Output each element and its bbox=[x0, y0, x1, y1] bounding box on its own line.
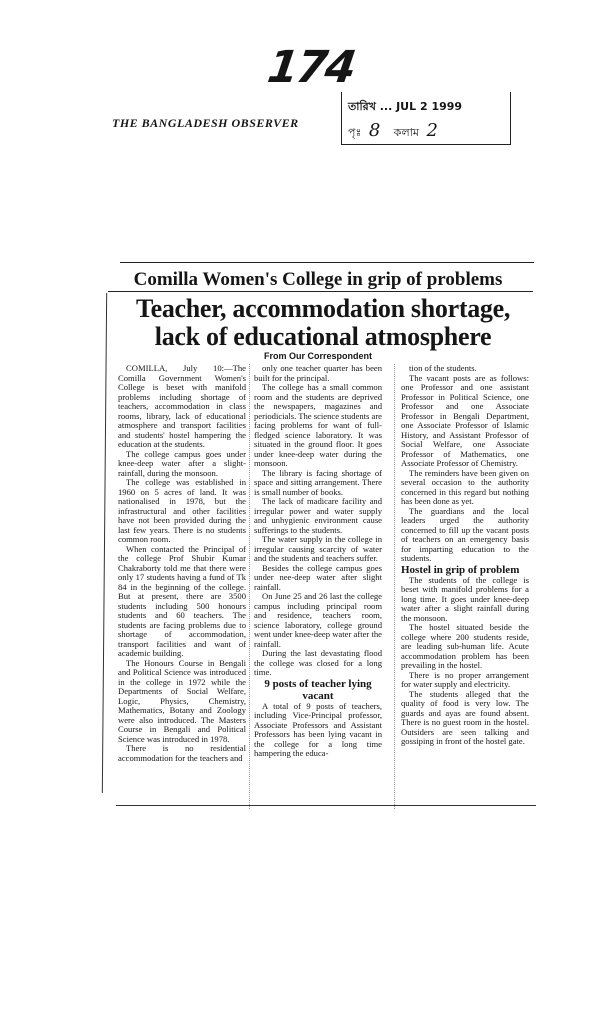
newspaper-name: THE BANGLADESH OBSERVER bbox=[112, 116, 299, 130]
clipping-top-rule bbox=[120, 262, 534, 263]
date-stamp: তারিখ ... JUL 2 1999 পৃঃ 8 কলাম 2 bbox=[341, 92, 511, 145]
handwritten-archive-number: 174 bbox=[264, 42, 358, 93]
paragraph: The reminders have been given on several occasion to the authority concerned in this regard but nothing has been done as yet. bbox=[401, 467, 529, 506]
paragraph: only one teacher quarter has been built for the principal. bbox=[254, 363, 382, 383]
paragraph: tion of the students. bbox=[409, 363, 477, 373]
article-column-1 bbox=[118, 364, 246, 763]
paragraph: There is no proper arrangement for water supply and electricity. bbox=[401, 669, 529, 689]
paragraph: When contacted the Principal of the college Prof Shubir Kumar Chakraborty told me that there were only 17 students having a fund of Tk 84 in the beginning of the college. But at present, there are 3500 students including 500 honours students and 60 teachers. The students are facing problems due to shortage of accommodation, transport facilities and want of academic building. bbox=[118, 543, 246, 658]
headline-line-1: Teacher, accommodation shortage, bbox=[135, 294, 511, 323]
article-column-3 bbox=[401, 364, 529, 747]
paragraph: The Honours Course in Bengali and Political Science was introduced in the college in 1972 while the Departments of Social Welfare, Logic, Physics, Chemistry, Mathematics, Botany and Zoology were also introduced. The Masters Course in Bengali and Political Science was introduced in 1978. bbox=[118, 657, 246, 744]
subheading-hostel: Hostel in grip of problem bbox=[401, 563, 520, 576]
article-column-2 bbox=[254, 364, 382, 759]
paragraph: Besides the college campus goes under nee-deep water after slight rainfall. bbox=[254, 562, 382, 592]
stamp-page-value: 8 bbox=[368, 120, 381, 141]
stamp-column-label: কলাম bbox=[393, 126, 419, 139]
paragraph: The college campus goes under knee-deep water after a slight-rainfall, during the monsoon. bbox=[118, 448, 246, 478]
paragraph: The students of the college is beset with manifold problems for a long time. It goes under knee-deep water after a slight rainfall during the monsoon. bbox=[401, 574, 529, 623]
paragraph: The hostel situated beside the college where 200 students reside, are leading sub-human life. Acute accommodation problem has been prevailing in the hostel. bbox=[401, 622, 529, 670]
paragraph: The college has a small common room and the students are deprived the newspapers, magazines and periodicials. The science students are facing problems for want of full-fledged science laboratory. It was situated in the ground floor. It goes under knee-deep water during the monsoon. bbox=[254, 382, 382, 468]
article-kicker: Comilla Women's College in grip of problems bbox=[133, 269, 503, 290]
newspaper-clipping bbox=[96, 253, 538, 813]
stamp-date-value: JUL 2 1999 bbox=[396, 100, 463, 113]
paragraph: The water supply in the college in irregular causing scarcity of water and the students and teachers suffer. bbox=[254, 534, 382, 563]
paragraph: A total of 9 posts of teachers, including Vice-Principal professor, Associate Professors and Assistant Professors has been lying vacant in the college for a long time hampering the educa- bbox=[254, 700, 382, 758]
column-divider bbox=[249, 364, 250, 809]
paragraph: There is no residential accommodation for the teachers and bbox=[118, 743, 246, 763]
paragraph: The library is facing shortage of space and sitting arrangement. There is small number of books. bbox=[254, 467, 382, 497]
clipping-left-border bbox=[102, 293, 107, 793]
paragraph: The college was established in 1960 on 5 acres of land. It was nationalised in 1978, but the infrastructural and other facilities have not been provided during the last few years. There is no students common room. bbox=[118, 477, 246, 544]
subheading-vacant-posts: 9 posts of teacher lying vacant bbox=[264, 677, 372, 702]
stamp-date-label: তারিখ bbox=[348, 100, 376, 113]
clipping-bottom-border bbox=[116, 805, 536, 806]
article-headline bbox=[108, 295, 538, 351]
paragraph: The vacant posts are as follows: one Professor and one assistant Professor in Political Science, one Professor and one Associate Professor in Bengali Department, one Associate Professor of Islamic History, and Assistant Professor of Social Welfare, one Associate Professor of Mathematics, one Associate Professor of Chemistry. bbox=[401, 372, 529, 468]
stamp-page-label: পৃঃ bbox=[348, 126, 362, 139]
paragraph: COMILLA, July 10:—The Comilla Government Women's College is beset with manifold problems including shortage of teachers, accommodation in class rooms, library, lack of educational atmosphere and transport facilities and students' hostel hampering the education at the students. bbox=[118, 363, 246, 449]
stamp-column-value: 2 bbox=[426, 120, 438, 141]
paragraph: During the last devastating flood the college was closed for a long time. bbox=[254, 648, 382, 677]
paragraph: The students alleged that the quality of food is very low. The guards and ayas are found absent. There is no guest room in the hostel. Outsiders are seen talking and gossiping in front of the hostel gate. bbox=[401, 688, 529, 746]
article-byline: From Our Correspondent bbox=[264, 351, 373, 361]
headline-line-2: lack of educational atmosphere bbox=[154, 322, 492, 351]
paragraph: On June 25 and 26 last the college campus including principal room and residence, teachers room, science laboratory, college ground went under knee-deep water after the rainfall. bbox=[254, 591, 382, 649]
column-divider bbox=[394, 364, 395, 809]
paragraph: The guardians and the local leaders urged the authority concerned to fill up the vacant posts of teachers on an emergency basis for imparting education to the students. bbox=[401, 505, 529, 563]
paragraph: The lack of madicare facility and irregular power and water supply and unhygienic environment cause sufferings to the students. bbox=[254, 496, 382, 535]
